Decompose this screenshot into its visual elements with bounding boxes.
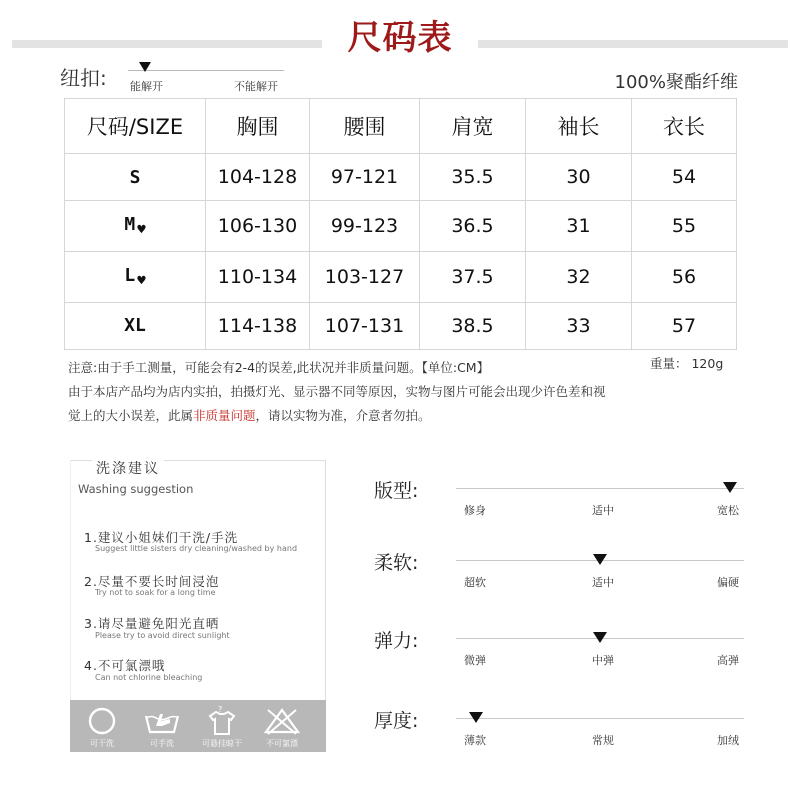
property-option: 微弹 bbox=[464, 654, 486, 667]
wash-item-4: 4.不可氯漂哦 bbox=[84, 658, 166, 673]
svg-text:?: ? bbox=[218, 706, 223, 714]
table-cell: 97-121 bbox=[310, 154, 420, 201]
property-marker-icon bbox=[469, 712, 483, 723]
wash-icon-label-2: 可手洗 bbox=[150, 739, 174, 748]
wash-title: 洗涤建议 bbox=[92, 458, 164, 478]
property-label: 弹力: bbox=[374, 630, 419, 652]
title-wrap bbox=[322, 14, 478, 62]
header-sleeve: 袖长 bbox=[526, 99, 632, 154]
header-waist: 腰围 bbox=[310, 99, 420, 154]
wash-icon-label-3: 可悬挂晾干 bbox=[202, 739, 242, 748]
table-cell: 114-138 bbox=[206, 302, 310, 349]
table-cell: 55 bbox=[632, 201, 737, 252]
button-marker-icon bbox=[139, 62, 151, 72]
wash-item-2: 2.尽量不要长时间浸泡 bbox=[84, 574, 220, 589]
table-cell: 110-134 bbox=[206, 251, 310, 302]
size-label: S bbox=[129, 166, 141, 188]
wash-item-3-en: Please try to avoid direct sunlight bbox=[95, 631, 230, 640]
size-table bbox=[64, 98, 737, 350]
wash-frame-left bbox=[70, 460, 71, 700]
property-marker-icon bbox=[723, 482, 737, 493]
table-cell: 30 bbox=[526, 154, 632, 201]
wash-subtitle: Washing suggestion bbox=[78, 482, 194, 496]
property-option: 适中 bbox=[592, 576, 614, 589]
wash-item-3: 3.请尽量避免阳光直晒 bbox=[84, 616, 220, 631]
header-length: 衣长 bbox=[632, 99, 737, 154]
property-option: 宽松 bbox=[717, 504, 739, 517]
property-marker-icon bbox=[593, 554, 607, 565]
table-cell: 103-127 bbox=[310, 251, 420, 302]
hang-dry-icon bbox=[202, 706, 242, 736]
notes bbox=[68, 356, 688, 428]
table-header-row bbox=[65, 99, 737, 154]
header-shoulder: 肩宽 bbox=[420, 99, 526, 154]
heart-icon: ♥ bbox=[137, 272, 146, 289]
table-row bbox=[65, 251, 737, 302]
table-cell: 104-128 bbox=[206, 154, 310, 201]
table-cell: 38.5 bbox=[420, 302, 526, 349]
table-cell: 33 bbox=[526, 302, 632, 349]
material-label: 100%聚酯纤维 bbox=[614, 72, 738, 93]
table-cell: 106-130 bbox=[206, 201, 310, 252]
size-cell bbox=[65, 302, 206, 349]
header-chest: 胸围 bbox=[206, 99, 310, 154]
table-row bbox=[65, 201, 737, 252]
table-cell: 35.5 bbox=[420, 154, 526, 201]
property-marker-icon bbox=[593, 632, 607, 643]
wash-icon-label-1: 可干洗 bbox=[90, 739, 114, 748]
note-line-3-pre: 觉上的大小误差，此属 bbox=[68, 408, 194, 423]
note-line-3-post: ，请以实物为准，介意者勿拍。 bbox=[255, 408, 431, 423]
property-option: 中弹 bbox=[592, 654, 614, 667]
heart-icon: ♥ bbox=[137, 222, 146, 239]
property-option: 适中 bbox=[592, 504, 614, 517]
property-scale-line bbox=[456, 718, 744, 719]
note-line-3-highlight: 非质量问题 bbox=[193, 408, 256, 423]
button-label: 纽扣: bbox=[60, 66, 107, 90]
table-cell: 56 bbox=[632, 251, 737, 302]
note-line-3 bbox=[68, 404, 688, 428]
dry-clean-icon bbox=[82, 706, 122, 736]
note-line-2: 由于本店产品均为店内实拍，拍摄灯光、显示器不同等原因，实物与图片可能会出现少许色差和视 bbox=[68, 384, 606, 399]
property-option: 薄款 bbox=[464, 734, 486, 747]
size-cell bbox=[65, 251, 206, 302]
page-title: 尺码表 bbox=[347, 18, 453, 58]
hand-wash-icon bbox=[142, 706, 182, 736]
property-option: 偏硬 bbox=[717, 576, 739, 589]
property-scale-line bbox=[456, 488, 744, 489]
no-bleach-icon bbox=[262, 706, 302, 736]
property-option: 超软 bbox=[464, 576, 486, 589]
property-label: 厚度: bbox=[374, 710, 419, 732]
table-cell: 37.5 bbox=[420, 251, 526, 302]
property-option: 高弹 bbox=[717, 654, 739, 667]
weight-label: 重量： 120g bbox=[650, 356, 724, 371]
size-label: XL bbox=[124, 315, 146, 337]
table-row bbox=[65, 302, 737, 349]
button-option-not-openable: 不能解开 bbox=[234, 80, 278, 93]
property-label: 柔软: bbox=[374, 552, 419, 574]
size-cell bbox=[65, 154, 206, 201]
wash-item-4-en: Can not chlorine bleaching bbox=[95, 673, 203, 682]
header-size: 尺码/SIZE bbox=[65, 99, 206, 154]
wash-item-1: 1.建议小姐妹们干洗/手洗 bbox=[84, 530, 239, 545]
property-option: 常规 bbox=[592, 734, 614, 747]
button-scale-line bbox=[128, 70, 284, 71]
wash-item-1-en: Suggest little sisters dry cleaning/washed by hand bbox=[95, 544, 298, 553]
button-option-openable: 能解开 bbox=[130, 80, 163, 93]
size-cell bbox=[65, 201, 206, 252]
table-cell: 36.5 bbox=[420, 201, 526, 252]
wash-item-2-en: Try not to soak for a long time bbox=[95, 588, 216, 597]
table-cell: 54 bbox=[632, 154, 737, 201]
table-cell: 32 bbox=[526, 251, 632, 302]
table-cell: 31 bbox=[526, 201, 632, 252]
wash-icon-band bbox=[70, 700, 326, 752]
table-cell: 99-123 bbox=[310, 201, 420, 252]
property-option: 修身 bbox=[464, 504, 486, 517]
table-cell: 107-131 bbox=[310, 302, 420, 349]
size-label: M bbox=[124, 214, 136, 236]
wash-frame-right bbox=[325, 460, 326, 700]
wash-icon-label-4: 不可氯漂 bbox=[266, 739, 298, 748]
property-label: 版型: bbox=[374, 480, 419, 502]
table-cell: 57 bbox=[632, 302, 737, 349]
property-option: 加绒 bbox=[717, 734, 739, 747]
size-label: L bbox=[124, 264, 136, 286]
table-row bbox=[65, 154, 737, 201]
note-line-1: 注意:由于手工测量，可能会有2-4的误差,此状况并非质量问题。【单位:CM】 bbox=[68, 360, 490, 375]
